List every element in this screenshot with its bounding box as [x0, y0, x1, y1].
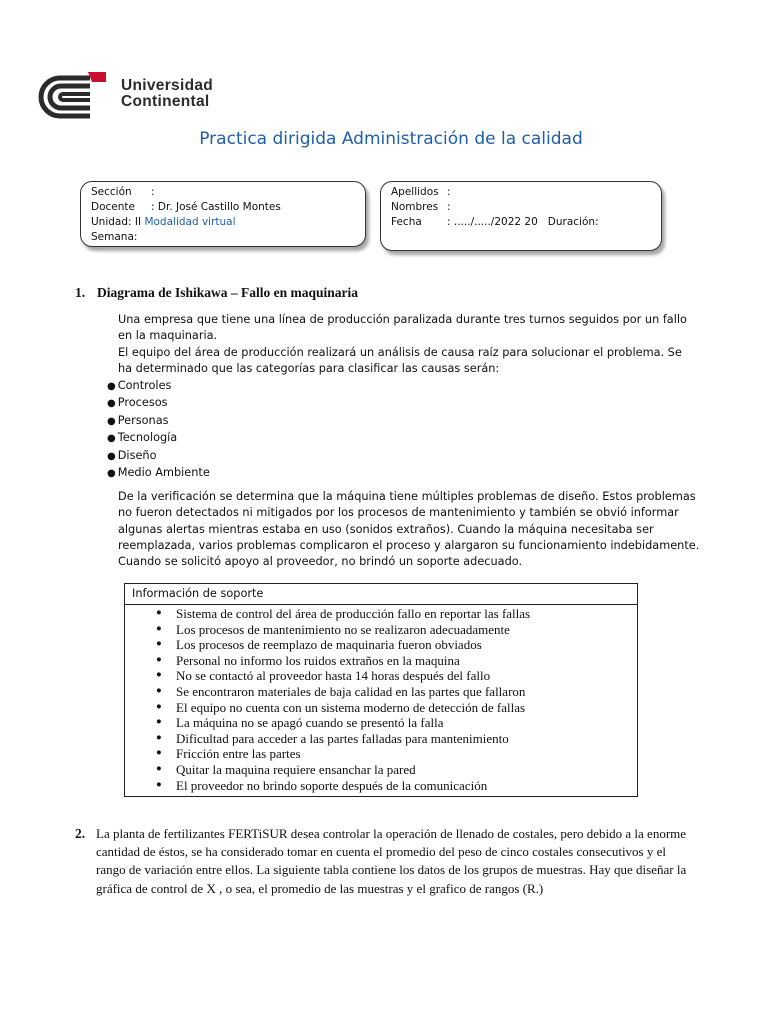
support-item: ● Fricción entre las partes	[125, 746, 637, 762]
support-item: ● La máquina no se apagó cuando se presentó la falla	[125, 715, 637, 731]
apellidos-label: Apellidos	[391, 186, 439, 198]
support-item: ● Personal no informo los ruidos extraños en la maquina	[125, 653, 637, 669]
university-logo	[20, 68, 255, 126]
category-item: ● Tecnología	[107, 430, 210, 447]
unidad-row	[91, 215, 355, 230]
support-info-table	[124, 583, 638, 797]
course-info-box	[80, 181, 366, 247]
section-1-heading	[75, 285, 358, 301]
fecha-value: : ...../...../2022 20	[447, 216, 538, 228]
student-info-box	[380, 181, 662, 251]
support-item: ● El equipo no cuenta con un sistema moderno de detección de fallas	[125, 700, 637, 716]
section-1-title: Diagrama de Ishikawa – Fallo en maquinaria	[97, 285, 359, 300]
support-item: ● Quitar la maquina requiere ensanchar la pared	[125, 762, 637, 778]
support-item: ● Dificultad para acceder a las partes falladas para mantenimiento	[125, 731, 637, 747]
support-item: ● El proveedor no brindo soporte después de la comunicación	[125, 778, 637, 794]
logo-mark-icon	[20, 68, 115, 126]
section-2-paragraph: La planta de fertilizantes FERTiSUR desea controlar la operación de llenado de costales, pero debido a la enorme cantidad de éstos, se ha considerado tomar en cuenta el promedio del peso de cinco costales consecutivos y el rango de variación entre ellos. La siguiente tabla contiene los datos de los grupos de muestras. Hay que diseñar la gráfica de control de X , o sea, el promedio de las muestras y el grafico de rangos (R.)	[96, 826, 687, 896]
support-table-header: Información de soporte	[125, 584, 637, 605]
support-item: ● No se contactó al proveedor hasta 14 horas después del fallo	[125, 668, 637, 684]
logo-wordmark	[121, 78, 213, 110]
section-2-number: 2.	[75, 826, 86, 841]
category-list	[107, 378, 210, 482]
section-1-number: 1.	[75, 285, 86, 300]
seccion-label: Sección	[91, 186, 132, 198]
category-item: ● Procesos	[107, 395, 210, 412]
support-item: ● Sistema de control del área de producción fallo en reportar las fallas	[125, 606, 637, 622]
docente-label: Docente	[91, 201, 135, 213]
verification-paragraph: De la verificación se determina que la máquina tiene múltiples problemas de diseño. Estos problemas no fueron detectados ni mitigados por los procesos de mantenimiento y también se obvió informar algunas alertas mientras estaba en uso (sonidos extraños). Cuando la máquina necesitaba ser reemplazada, varios problemas complicaron el proceso y alargaron su funcionamiento indebidamente. Cuando se solicitó apoyo al proveedor, no brindó un soporte adecuado.	[118, 490, 700, 569]
nombres-label: Nombres	[391, 201, 439, 213]
support-list	[125, 605, 637, 793]
document-title: Practica dirigida Administración de la calidad	[199, 129, 583, 149]
category-item: ● Controles	[107, 378, 210, 395]
docente-value: : Dr. José Castillo Montes	[151, 201, 281, 213]
logo-line-1: Universidad	[121, 77, 214, 94]
apellidos-value: :	[447, 186, 451, 198]
support-item: ● Se encontraron materiales de baja calidad en las partes que fallaron	[125, 684, 637, 700]
unidad-label: Unidad: II	[91, 216, 142, 228]
apellidos-row	[391, 185, 651, 200]
section-1-intro: Una empresa que tiene una línea de producción paralizada durante tres turnos seguidos por un fallo en la maquinaria. El equipo del área de producción realizará un análisis de causa raíz para solucionar el problema. Se ha determinado que las categorías para clasificar las causas serán:	[118, 313, 687, 375]
support-item: ● Los procesos de mantenimiento no se realizaron adecuadamente	[125, 622, 637, 638]
category-item: ● Medio Ambiente	[107, 465, 210, 482]
duracion-label: Duración:	[547, 216, 599, 228]
support-item: ● Los procesos de reemplazo de maquinaria fueron obviados	[125, 637, 637, 653]
semana-row	[91, 230, 355, 245]
seccion-value: :	[151, 186, 155, 198]
logo-line-2: Continental	[121, 93, 210, 110]
unidad-value: Modalidad virtual	[144, 216, 236, 228]
docente-row	[91, 200, 355, 215]
fecha-row	[391, 215, 651, 230]
nombres-value: :	[447, 201, 451, 213]
seccion-row	[91, 185, 355, 200]
category-item: ● Diseño	[107, 448, 210, 465]
fecha-label: Fecha	[391, 216, 422, 228]
category-item: ● Personas	[107, 413, 210, 430]
semana-label: Semana:	[91, 231, 138, 243]
nombres-row	[391, 200, 651, 215]
